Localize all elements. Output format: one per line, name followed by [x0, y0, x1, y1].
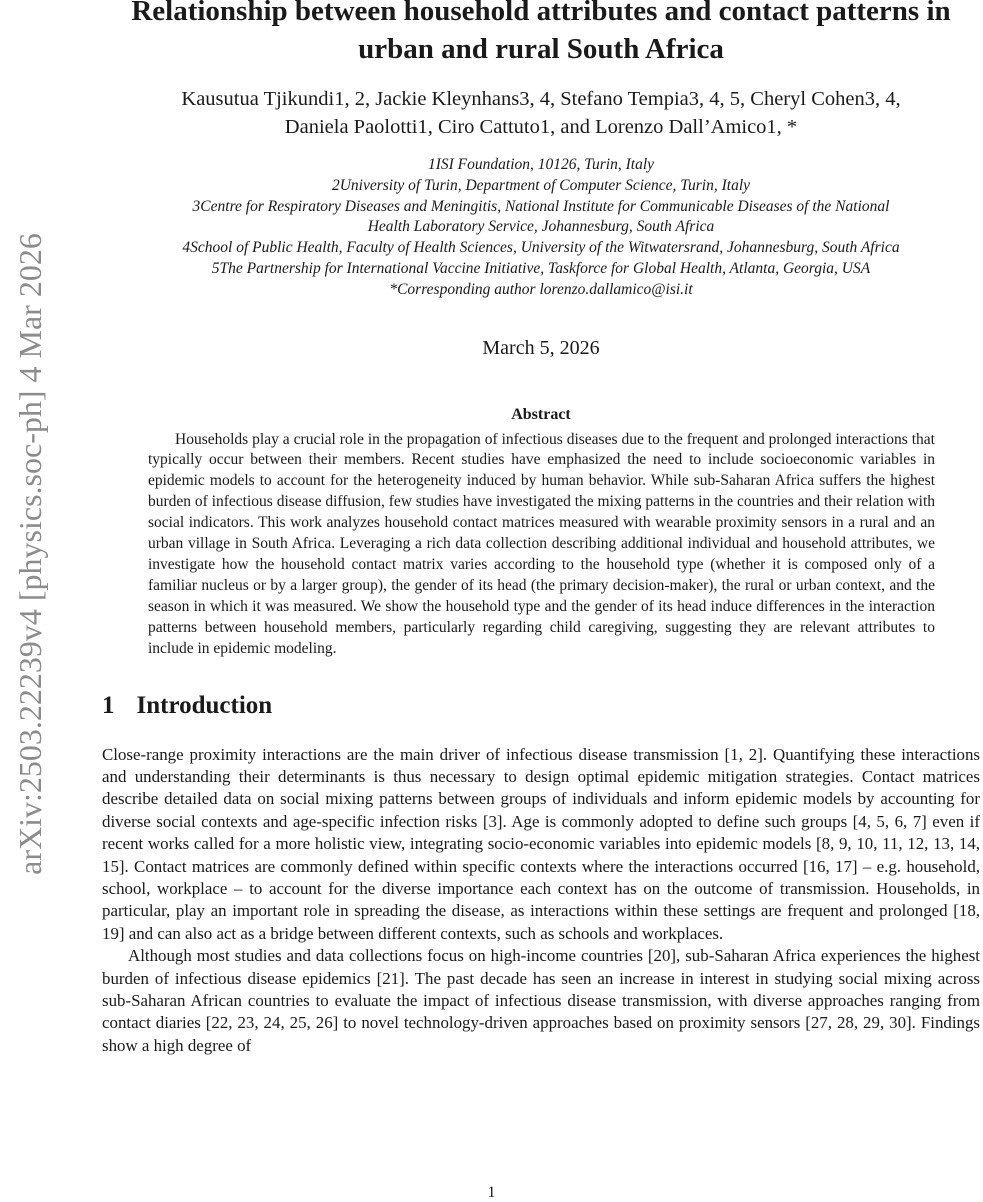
intro-paragraph-2: Although most studies and data collections focus on high-income countries [20], sub-Saharan Africa experiences the highest burden of infectious disease epidemics [21]. The past decade has seen an increase in interest in studying social mixing across sub-Saharan African countries to evaluate the impact of infectious disease transmission, with diverse approaches ranging from contact diaries [22, 23, 24, 25, 26] to novel technology-driven approaches based on proximity sensors [27, 28, 29, 30]. Findings show a high degree of [102, 946, 980, 1055]
affiliation-2: 2University of Turin, Department of Computer Science, Turin, Italy [331, 176, 751, 194]
page-number: 1 [487, 1184, 496, 1201]
affiliation-4: 4School of Public Health, Faculty of Health Sciences, University of the Witwatersrand, Johannesburg, South Africa [182, 239, 900, 257]
abstract-heading: Abstract [511, 405, 571, 423]
publication-date: March 5, 2026 [482, 336, 600, 359]
section-heading [102, 692, 980, 720]
section-title: Introduction [136, 691, 273, 719]
affiliation-list [102, 155, 980, 301]
title-line-1: Relationship between household attributes and contact patterns in [131, 0, 951, 27]
affiliation-5: 5The Partnership for International Vaccine Initiative, Taskforce for Global Health, Atlanta, Georgia, USA [211, 259, 871, 277]
affiliation-3: 3Centre for Respiratory Diseases and Meningitis, National Institute for Communicable Diseases of the National [192, 197, 890, 215]
authors-line-2: Daniela Paolotti1, Ciro Cattuto1, and Lorenzo Dall’Amico1, * [284, 116, 798, 138]
paper-title [102, 0, 980, 68]
affiliation-1: 1ISI Foundation, 10126, Turin, Italy [427, 156, 655, 173]
abstract-text: Households play a crucial role in the propagation of infectious diseases due to the frequent and prolonged interactions that typically occur between their members. Recent studies have emphasized the need to include socioeconomic variables in epidemic models to account for the heterogeneity induced by human behavior. While sub-Saharan Africa suffers the highest burden of infectious disease diffusion, few studies have investigated the mixing patterns in the countries and their relation with social indicators. This work analyzes household contact matrices measured with wearable proximity sensors in a rural and an urban village in South Africa. Leveraging a rich data collection describing additional individual and household attributes, we investigate how the household contact matrix varies according to the household type (whether it is composed only of a familiar nucleus or by a larger group), the gender of its head (the primary decision-maker), the rural or urban context, and the season in which it was measured. We show the household type and the gender of its head induce differences in the interaction patterns between household members, particularly regarding child caregiving, suggesting they are relevant attributes to include in epidemic modeling. [148, 430, 936, 657]
paper-page [102, 0, 980, 1057]
intro-paragraph-1: Close-range proximity interactions are the main driver of infectious disease transmission [1, 2]. Quantifying these interactions and understanding their determinants is thus necessary to design optimal epidemic mitigation strategies. Contact matrices describe detailed data on social mixing patterns between groups of individuals and inform epidemic models by accounting for diverse social contexts and age-specific infection risks [3]. Age is commonly adopted to define such groups [4, 5, 6, 7] even if recent works called for a more holistic view, integrating socio-economic variables into epidemic models [8, 9, 10, 11, 12, 13, 14, 15]. Contact matrices are commonly defined within specific contexts where the interactions occurred [16, 17] – e.g. household, school, workplace – to account for the diverse importance each context has on the outcome of transmission. Households, in particular, play an important role in spreading the disease, as interactions within these settings are frequent and prolonged [18, 19] and can also act as a bridge between different contexts, such as schools and workplaces. [102, 744, 980, 943]
arxiv-identifier-stamp: arXiv:2503.22239v4 [physics.soc-ph] 4 Mar 2026 [12, 233, 48, 875]
section-number: 1 [102, 691, 115, 719]
corresponding-author: *Corresponding author lorenzo.dallamico@isi.it [389, 280, 693, 298]
title-line-2: urban and rural South Africa [358, 33, 724, 65]
affiliation-3-cont: Health Laboratory Service, Johannesburg, South Africa [367, 218, 715, 236]
authors-line-1: Kausutua Tjikundi1, 2, Jackie Kleynhans3, 4, Stefano Tempia3, 4, 5, Cheryl Cohen3, 4, [181, 88, 901, 110]
author-list [102, 85, 980, 141]
